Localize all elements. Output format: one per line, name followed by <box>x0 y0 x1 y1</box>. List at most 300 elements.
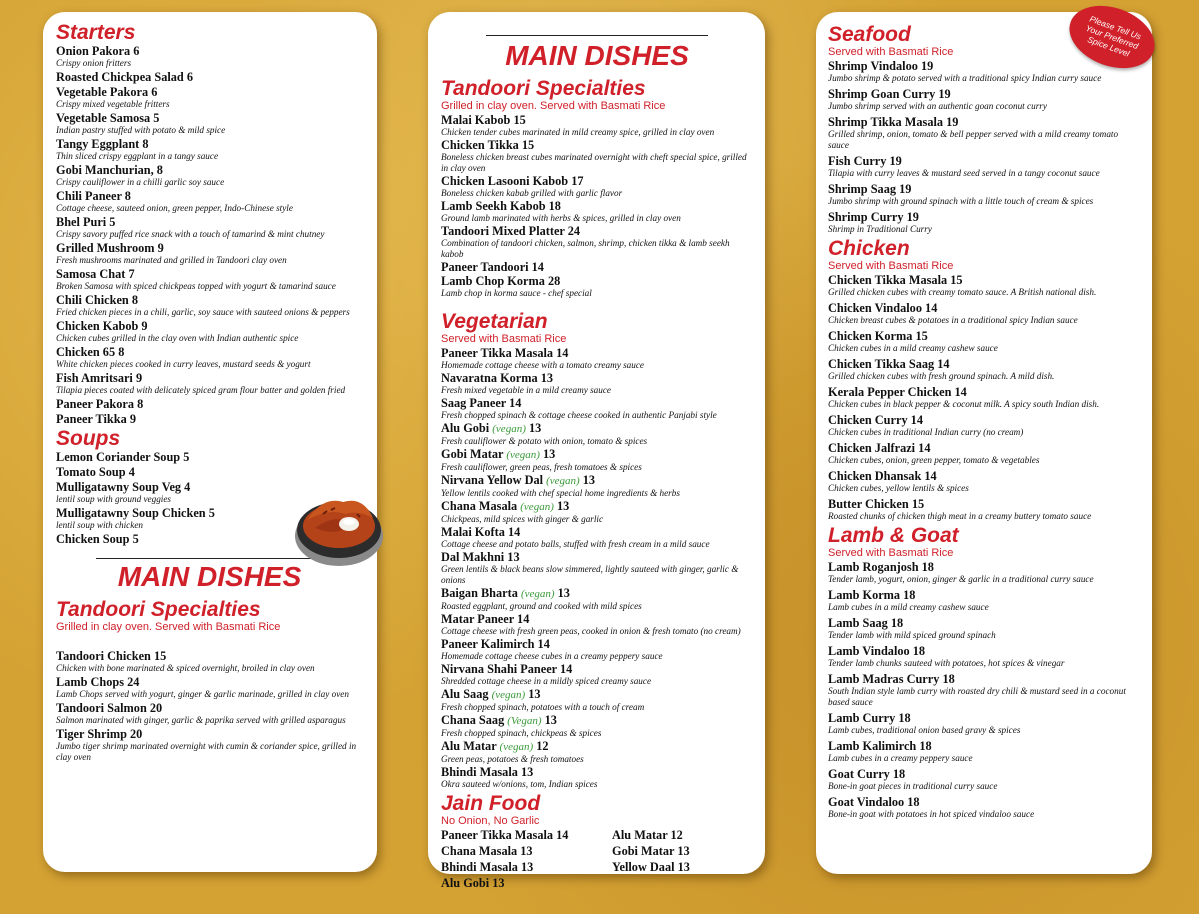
item-price: 8 <box>118 345 125 359</box>
menu-item <box>56 727 363 763</box>
item-price: 13 <box>543 447 556 461</box>
item-price: 12 <box>670 828 683 842</box>
item-description: Tender lamb, yogurt, onion, ginger & garlic in a traditional curry sauce <box>828 574 1094 584</box>
item-name: Yellow Daal <box>612 860 675 874</box>
item-name: Shrimp Goan Curry <box>828 87 936 101</box>
menu-item-line <box>828 711 1140 725</box>
vegetarian-list <box>441 346 753 790</box>
section-title-jain: Jain Food <box>441 792 541 815</box>
item-name: Lamb Madras Curry <box>828 672 940 686</box>
item-price: 14 <box>954 385 967 399</box>
menu-item <box>828 182 1140 207</box>
menu-item <box>56 137 363 162</box>
item-description: Fresh chopped spinach, chickpeas & spices <box>441 728 602 738</box>
menu-item-line <box>441 739 753 754</box>
item-price: 8 <box>142 137 149 151</box>
menu-item-line <box>828 795 1140 809</box>
item-name: Dal Makhni <box>441 550 505 564</box>
menu-item-line <box>828 59 1140 73</box>
item-description: Salmon marinated with ginger, garlic & paprika served with grilled asparagus <box>56 715 346 725</box>
menu-item-line <box>828 469 1140 483</box>
vegan-tag: (vegan) <box>546 475 580 487</box>
section-subtitle-chicken: Served with Basmati Rice <box>828 260 954 272</box>
item-name: Lamb Roganjosh <box>828 560 919 574</box>
item-description: Lamb cubes in a creamy peppery sauce <box>828 753 973 763</box>
menu-item <box>828 210 1140 235</box>
item-description: Shredded cottage cheese in a mildly spiced creamy sauce <box>441 676 652 686</box>
item-name: Chicken 65 <box>56 345 116 359</box>
item-description: Tender lamb with mild spiced ground spinach <box>828 630 996 640</box>
item-name: Tangy Eggplant <box>56 137 140 151</box>
menu-item <box>828 301 1140 326</box>
menu-item-line <box>441 396 753 410</box>
menu-item-line <box>828 767 1140 781</box>
item-price: 18 <box>890 616 904 630</box>
menu-item-line <box>56 506 286 520</box>
menu-item <box>56 450 286 464</box>
item-name: Vegetable Pakora <box>56 85 149 99</box>
item-price: 13 <box>540 371 554 385</box>
item-name: Lamb Korma <box>828 588 901 602</box>
item-name: Lamb Chop Korma <box>441 274 545 288</box>
menu-item <box>441 371 753 396</box>
menu-item <box>828 616 1140 641</box>
item-name: Chana Saag <box>441 713 505 727</box>
vegan-tag: (vegan) <box>506 449 540 461</box>
menu-item <box>56 189 363 214</box>
menu-item-line <box>441 637 753 651</box>
section-title-lamb: Lamb & Goat <box>828 524 959 547</box>
item-price: 18 <box>892 767 906 781</box>
menu-item-line <box>828 154 1140 168</box>
item-price: 20 <box>149 701 163 715</box>
item-description: Tilapia pieces coated with delicately spiced gram flour batter and golden fried <box>56 385 346 395</box>
item-name: Tandoori Chicken <box>56 649 151 663</box>
menu-item-line <box>828 87 1140 101</box>
item-price: 18 <box>921 560 934 574</box>
menu-item-line <box>441 371 753 385</box>
menu-item <box>56 44 363 69</box>
item-name: Fish Curry <box>828 154 887 168</box>
item-price: 18 <box>898 711 911 725</box>
section-subtitle-tandoori: Grilled in clay oven. Served with Basmati Rice <box>441 100 666 112</box>
menu-item-line <box>56 701 363 715</box>
item-description: lentil soup with ground veggies <box>56 494 172 504</box>
item-name: Alu Saag <box>441 687 489 701</box>
item-description: Shrimp in Traditional Curry <box>828 224 932 234</box>
item-price: 14 <box>556 346 569 360</box>
item-name: Malai Kofta <box>441 525 505 539</box>
item-price: 13 <box>677 860 690 874</box>
item-price: 18 <box>548 199 561 213</box>
item-name: Tiger Shrimp <box>56 727 127 741</box>
item-name: Mulligatawny Soup Veg <box>56 480 182 494</box>
menu-item <box>828 739 1140 764</box>
item-name: Matar Paneer <box>441 612 514 626</box>
item-name: Chana Masala <box>441 844 518 858</box>
item-description: Crispy savory puffed rice snack with a touch of tamarind & mint chutney <box>56 229 325 239</box>
item-description: Bone-in goat pieces in traditional curry sauce <box>828 781 998 791</box>
item-price: 13 <box>528 687 541 701</box>
menu-item-line <box>828 115 1140 129</box>
section-title-vegetarian: Vegetarian <box>441 310 548 333</box>
lamb-list <box>828 560 1140 820</box>
menu-item <box>56 397 363 411</box>
soups-list <box>56 450 286 546</box>
item-price: 5 <box>153 111 160 125</box>
item-description: Chicken cubes, onion, green pepper, tomato & vegetables <box>828 455 1040 465</box>
menu-item <box>56 319 363 344</box>
item-price: 14 <box>507 525 521 539</box>
menu-item-line <box>441 612 753 626</box>
menu-item <box>441 260 753 274</box>
menu-item <box>441 199 753 224</box>
menu-item <box>828 87 1140 112</box>
item-name: Tandoori Mixed Platter <box>441 224 565 238</box>
menu-item-line <box>828 413 1140 427</box>
item-price: 19 <box>920 59 934 73</box>
menu-item-line <box>828 210 1140 224</box>
section-subtitle-vegetarian: Served with Basmati Rice <box>441 333 567 345</box>
item-name: Chicken Lasooni Kabob <box>441 174 569 188</box>
menu-item <box>828 469 1140 494</box>
menu-item <box>828 59 1140 84</box>
item-description: Green lentils & black beans slow simmered, lightly sauteed with ginger, garlic & onions <box>441 564 739 585</box>
item-price: 13 <box>528 421 542 435</box>
item-description: Grilled chicken cubes with fresh ground spinach. A mild dish. <box>828 371 1055 381</box>
menu-item <box>441 113 753 138</box>
menu-item <box>441 612 753 637</box>
section-title-starters: Starters <box>56 21 136 44</box>
vegan-tag: (Vegan) <box>507 715 542 727</box>
menu-item-line <box>56 137 363 151</box>
menu-item-line <box>828 182 1140 196</box>
menu-item <box>441 662 753 687</box>
jain-item <box>441 860 612 874</box>
item-description: Chicken with bone marinated & spiced overnight, broiled in clay oven <box>56 663 315 673</box>
item-price: 13 <box>677 844 690 858</box>
menu-item-line <box>56 480 286 494</box>
item-description: Indian pastry stuffed with potato & mild spice <box>56 125 226 135</box>
item-price: 13 <box>507 550 520 564</box>
item-price: 13 <box>556 499 570 513</box>
section-subtitle-jain: No Onion, No Garlic <box>441 815 540 827</box>
menu-item-line <box>441 346 753 360</box>
menu-panel-left <box>43 12 377 872</box>
menu-item <box>56 532 286 546</box>
menu-item <box>56 649 363 674</box>
menu-item <box>441 396 753 421</box>
menu-item-line <box>441 174 753 188</box>
item-name: Paneer Tikka <box>56 412 127 426</box>
item-price: 18 <box>912 644 926 658</box>
menu-item <box>56 293 363 318</box>
menu-item <box>441 765 753 790</box>
menu-item-line <box>441 499 753 514</box>
item-description: Homemade cottage cheese with a tomato creamy sauce <box>441 360 644 370</box>
menu-item <box>828 329 1140 354</box>
menu-panel-middle <box>428 12 765 890</box>
item-name: Chicken Korma <box>828 329 913 343</box>
menu-item <box>441 687 753 713</box>
item-name: Lamb Saag <box>828 616 888 630</box>
menu-item <box>441 713 753 739</box>
item-description: Chicken cubes in a mild creamy cashew sauce <box>828 343 998 353</box>
item-price: 24 <box>567 224 581 238</box>
menu-item <box>828 767 1140 792</box>
item-price: 8 <box>156 163 163 177</box>
item-name: Paneer Tikka Masala <box>441 346 554 360</box>
vegan-tag: (vegan) <box>491 689 526 701</box>
item-description: Chicken tender cubes marinated in mild creamy spice, grilled in clay oven <box>441 127 715 137</box>
item-description: Cottage cheese with fresh green peas, cooked in onion & fresh tomato (no cream) <box>441 626 741 636</box>
section-title-soups: Soups <box>56 427 121 450</box>
item-description: Fresh mixed vegetable in a mild creamy sauce <box>441 385 611 395</box>
menu-item-line <box>828 739 1140 753</box>
item-description: Grilled shrimp, onion, tomato & bell pepper served with a mild creamy tomato sauce <box>828 129 1119 150</box>
item-description: Green peas, potatoes & fresh tomatoes <box>441 754 584 764</box>
menu-item-line <box>56 85 363 99</box>
menu-item-line <box>828 644 1140 658</box>
item-price: 13 <box>520 844 533 858</box>
menu-item <box>828 497 1140 522</box>
item-name: Shrimp Saag <box>828 182 896 196</box>
jain-item <box>441 828 612 842</box>
item-description: Chicken cubes, yellow lentils & spices <box>828 483 969 493</box>
item-description: Jumbo shrimp with ground spinach with a little touch of cream & spices <box>828 196 1094 206</box>
menu-item-line <box>56 371 363 385</box>
item-price: 19 <box>889 154 902 168</box>
item-price: 24 <box>127 675 140 689</box>
item-price: 14 <box>556 828 569 842</box>
item-price: 4 <box>184 480 191 494</box>
tandoori-list <box>441 113 753 299</box>
item-price: 13 <box>492 876 505 890</box>
menu-item <box>828 115 1140 151</box>
item-name: Alu Matar <box>441 739 497 753</box>
menu-item <box>441 274 753 299</box>
item-description: Jumbo tiger shrimp marinated overnight with cumin & coriander spice, grilled in clay oven <box>56 741 357 762</box>
menu-item <box>828 644 1140 669</box>
menu-item <box>56 241 363 266</box>
tandoori-chicken-dish-icon <box>293 478 385 570</box>
menu-item-line <box>828 616 1140 630</box>
item-name: Samosa Chat <box>56 267 126 281</box>
item-name: Tomato Soup <box>56 465 126 479</box>
menu-item-line <box>441 138 753 152</box>
section-title-chicken: Chicken <box>828 237 910 260</box>
item-name: Mulligatawny Soup Chicken <box>56 506 206 520</box>
item-description: Fresh chopped spinach & cottage cheese cooked in authentic Panjabi style <box>441 410 717 420</box>
section-subtitle-seafood: Served with Basmati Rice <box>828 46 954 58</box>
menu-item <box>441 174 753 199</box>
item-name: Goat Curry <box>828 767 890 781</box>
section-title-tandoori: Tandoori Specialties <box>56 598 261 621</box>
item-price: 6 <box>186 70 194 84</box>
item-name: Chicken Tikka <box>441 138 519 152</box>
item-price: 14 <box>560 662 573 676</box>
menu-item-line <box>56 412 363 426</box>
section-subtitle-tandoori: Grilled in clay oven. Served with Basmati Rice <box>56 621 281 633</box>
menu-item-line <box>828 273 1140 287</box>
section-title-seafood: Seafood <box>828 23 911 46</box>
menu-item-line <box>56 319 363 333</box>
menu-item-line <box>828 672 1140 686</box>
menu-item <box>441 739 753 765</box>
main-dishes-title: MAIN DISHES <box>505 40 689 71</box>
item-name: Chana Masala <box>441 499 518 513</box>
item-price: 15 <box>915 329 928 343</box>
item-description: Roasted eggplant, ground and cooked with mild spices <box>441 601 642 611</box>
item-price: 9 <box>135 371 143 385</box>
item-name: Alu Gobi <box>441 876 490 890</box>
menu-item <box>828 357 1140 382</box>
item-description: White chicken pieces cooked in curry leaves, mustard seeds & yogurt <box>56 359 311 369</box>
menu-item-line <box>441 586 753 601</box>
menu-item <box>56 675 363 700</box>
menu-item <box>828 588 1140 613</box>
item-price: 9 <box>141 319 148 333</box>
item-name: Chili Chicken <box>56 293 129 307</box>
item-price: 5 <box>132 532 139 546</box>
menu-item-line <box>441 113 753 127</box>
item-description: Jumbo shrimp & potato served with a traditional spicy Indian curry sauce <box>828 73 1102 83</box>
menu-item-line <box>828 560 1140 574</box>
menu-item <box>828 711 1140 736</box>
item-description: Broken Samosa with spiced chickpeas topped with yogurt & tamarind sauce <box>56 281 336 291</box>
item-price: 8 <box>124 189 131 203</box>
item-name: Paneer Kalimirch <box>441 637 535 651</box>
jain-item <box>612 860 752 874</box>
item-name: Butter Chicken <box>828 497 909 511</box>
item-price: 5 <box>208 506 215 520</box>
item-description: Chicken cubes in black pepper & coconut milk. A spicy south Indian dish. <box>828 399 1100 409</box>
item-price: 15 <box>513 113 526 127</box>
item-description: Boneless chicken breast cubes marinated overnight with cheft special spice, grilled in clay oven <box>441 152 747 173</box>
menu-item-line <box>828 329 1140 343</box>
menu-item-line <box>56 465 286 479</box>
item-price: 15 <box>950 273 963 287</box>
item-name: Gobi Matar <box>612 844 675 858</box>
item-name: Grilled Mushroom <box>56 241 155 255</box>
menu-item <box>828 385 1140 410</box>
menu-item <box>828 413 1140 438</box>
menu-item <box>56 267 363 292</box>
item-name: Lamb Chops <box>56 675 124 689</box>
vegan-tag: (vegan) <box>520 501 554 513</box>
item-name: Paneer Pakora <box>56 397 134 411</box>
menu-item-line <box>441 550 753 564</box>
menu-item-line <box>56 215 363 229</box>
item-name: Lamb Seekh Kabob <box>441 199 546 213</box>
menu-item-line <box>441 662 753 676</box>
menu-item-line <box>441 421 753 436</box>
menu-item <box>441 346 753 371</box>
jain-item <box>612 828 752 842</box>
item-name: Lamb Vindaloo <box>828 644 910 658</box>
item-name: Chicken Dhansak <box>828 469 922 483</box>
jain-item <box>441 876 612 890</box>
main-dishes-title: MAIN DISHES <box>117 561 302 592</box>
item-price: 20 <box>130 727 143 741</box>
vegan-tag: (vegan) <box>499 741 534 753</box>
starters-list <box>56 44 363 426</box>
jain-list <box>441 828 753 890</box>
item-description: Tender lamb chunks sauteed with potatoes, hot spices & vinegar <box>828 658 1065 668</box>
menu-item-line <box>441 473 753 488</box>
item-name: Chicken Curry <box>828 413 908 427</box>
menu-item <box>441 224 753 260</box>
item-name: Chicken Soup <box>56 532 130 546</box>
item-name: Lemon Coriander Soup <box>56 450 181 464</box>
section-title-tandoori: Tandoori Specialties <box>441 77 646 100</box>
menu-item-line <box>56 345 363 359</box>
item-price: 8 <box>131 293 139 307</box>
item-name: Bhindi Masala <box>441 860 518 874</box>
menu-item <box>441 421 753 447</box>
item-description: Okra sauteed w/onions, tom, Indian spices <box>441 779 598 789</box>
menu-item-line <box>441 765 753 779</box>
menu-item <box>56 215 363 240</box>
item-name: Goat Vindaloo <box>828 795 905 809</box>
item-name: Malai Kabob <box>441 113 511 127</box>
menu-item <box>828 441 1140 466</box>
menu-item-line <box>56 70 363 84</box>
menu-item-line <box>56 293 363 307</box>
chicken-list <box>828 273 1140 522</box>
item-name: Chicken Jalfrazi <box>828 441 916 455</box>
item-name: Chicken Tikka Masala <box>828 273 948 287</box>
menu-item <box>441 447 753 473</box>
item-price: 28 <box>547 274 561 288</box>
item-description: Fresh cauliflower, green peas, fresh tomatoes & spices <box>441 462 642 472</box>
item-price: 19 <box>899 182 912 196</box>
menu-item <box>441 499 753 525</box>
menu-item-line <box>56 189 363 203</box>
item-name: Tandoori Salmon <box>56 701 147 715</box>
item-price: 5 <box>109 215 116 229</box>
menu-item <box>56 371 363 396</box>
item-name: Alu Gobi <box>441 421 490 435</box>
item-price: 6 <box>151 85 158 99</box>
menu-item-line <box>56 397 363 411</box>
menu-item <box>56 70 363 84</box>
item-name: Chicken Kabob <box>56 319 139 333</box>
menu-item <box>828 154 1140 179</box>
vegan-tag: (vegan) <box>520 588 555 600</box>
menu-item-line <box>828 588 1140 602</box>
item-description: Jumbo shrimp served with an authentic goan coconut curry <box>828 101 1047 111</box>
menu-item <box>56 480 286 505</box>
menu-item <box>441 138 753 174</box>
menu-item-line <box>56 649 363 663</box>
item-name: Alu Matar <box>612 828 668 842</box>
item-description: Yellow lentils cooked with chef special home ingredients & herbs <box>441 488 680 498</box>
menu-item-line <box>56 675 363 689</box>
item-name: Chicken Vindaloo <box>828 301 922 315</box>
menu-item-line <box>828 497 1140 511</box>
item-price: 19 <box>938 87 951 101</box>
menu-panel-right <box>816 12 1152 874</box>
menu-item <box>441 637 753 662</box>
item-price: 19 <box>946 115 959 129</box>
menu-item-line <box>441 274 753 288</box>
item-price: 15 <box>521 138 535 152</box>
item-description: Lamb chop in korma sauce - chef special <box>441 288 592 298</box>
item-price: 7 <box>128 267 135 281</box>
item-name: Gobi Manchurian, <box>56 163 154 177</box>
item-description: lentil soup with chicken <box>56 520 144 530</box>
